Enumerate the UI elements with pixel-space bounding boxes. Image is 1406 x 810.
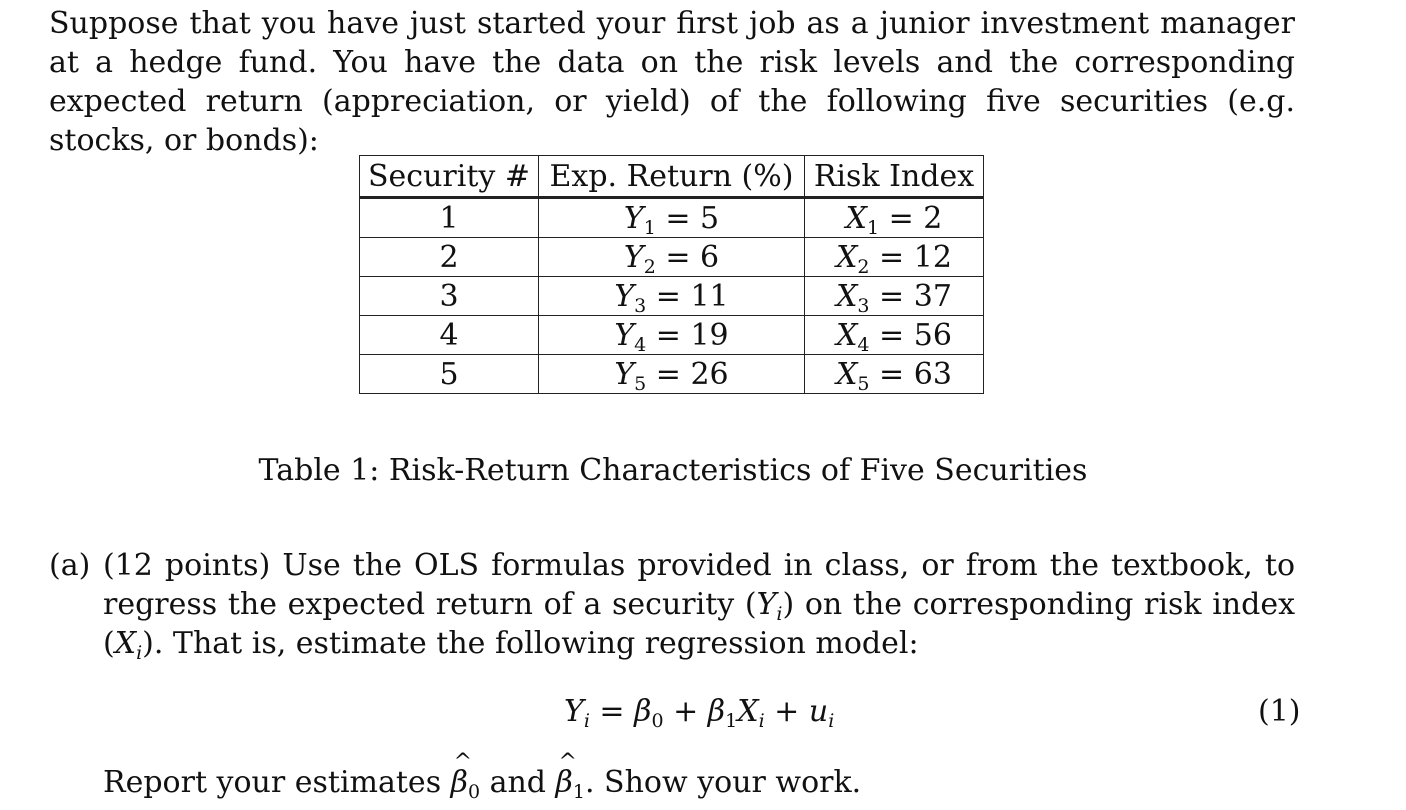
eq-plus-1: +: [663, 694, 708, 729]
cell-exp-return: [539, 355, 805, 394]
y-symbol: Y: [623, 200, 644, 236]
report-text-2: and: [480, 765, 556, 800]
x-subscript: 1: [866, 216, 880, 239]
eq-lhs-sub: i: [583, 710, 590, 732]
cell-risk-index: [805, 198, 984, 238]
symbol-x: X: [114, 626, 137, 661]
header-exp-return: Exp. Return (%): [539, 156, 805, 198]
equation-number: (1): [1258, 694, 1301, 729]
equals-sign: =: [655, 239, 701, 275]
beta0-hat: ^ β: [451, 763, 468, 802]
equals-sign: =: [879, 200, 924, 236]
y-value: 19: [690, 317, 729, 353]
intro-paragraph: Suppose that you have just started your first job as a junior investment manager at a hedge fund. You have the data on the risk levels and the corresponding expected return (appreciation, or yield) of the following five securities (e.g. stocks, or bonds):: [49, 6, 1295, 158]
x-symbol: X: [836, 356, 858, 392]
header-risk-index: Risk Index: [805, 156, 984, 198]
x-value: 12: [913, 239, 952, 275]
beta0-hat-sub: 0: [467, 781, 481, 803]
eq-x-sub: i: [758, 710, 765, 732]
equals-sign: =: [646, 317, 691, 353]
eq-equals: =: [589, 694, 635, 729]
equals-sign: =: [646, 356, 691, 392]
x-symbol: X: [845, 200, 867, 236]
y-symbol: Y: [614, 356, 635, 392]
table-row: [360, 316, 984, 355]
equals-sign: =: [869, 278, 914, 314]
report-text-1: Report your estimates: [103, 765, 451, 800]
y-value: 6: [700, 239, 720, 275]
equation-formula: [564, 692, 834, 732]
x-symbol: X: [836, 278, 858, 314]
cell-risk-index: [805, 238, 984, 277]
x-value: 56: [913, 317, 952, 353]
eq-plus-2: +: [764, 694, 809, 729]
y-subscript: 1: [643, 216, 656, 239]
eq-beta1-sub: 1: [725, 710, 738, 732]
cell-exp-return: [539, 238, 805, 277]
eq-x: X: [737, 694, 759, 729]
y-subscript: 4: [634, 333, 647, 356]
x-subscript: 5: [857, 372, 870, 395]
x-subscript: 3: [857, 294, 870, 317]
x-value: 37: [913, 278, 952, 314]
equals-sign: =: [869, 239, 914, 275]
y-symbol: Y: [623, 239, 644, 275]
y-symbol: Y: [614, 317, 635, 353]
table-header-row: [360, 156, 984, 198]
table-row: [360, 277, 984, 316]
x-value: 63: [913, 356, 952, 392]
subscript-i: i: [136, 642, 143, 664]
cell-risk-index: [805, 355, 984, 394]
part-a-text-1: (12 points) Use the OLS formulas provided in class, or from the textbook, to regress the expected return of a security (: [103, 548, 1295, 622]
risk-return-table: [359, 155, 984, 394]
cell-exp-return: [539, 316, 805, 355]
subscript-i: i: [776, 603, 783, 625]
y-symbol: Y: [614, 278, 635, 314]
report-instruction: [103, 763, 861, 802]
cell-security: 3: [360, 277, 539, 316]
y-subscript: 3: [634, 294, 647, 317]
header-security: Security #: [360, 156, 539, 198]
part-a-text: [103, 546, 1295, 663]
table-caption: Table 1: Risk-Return Characteristics of Five Securities: [258, 453, 1088, 488]
part-a-text-2: ) on the corresponding risk index (: [103, 587, 1295, 661]
y-value: 26: [690, 356, 729, 392]
x-symbol: X: [836, 317, 858, 353]
equals-sign: =: [869, 317, 914, 353]
eq-beta0: β: [634, 694, 652, 729]
x-subscript: 4: [857, 333, 870, 356]
cell-exp-return: [539, 277, 805, 316]
table-row: [360, 355, 984, 394]
x-symbol: X: [836, 239, 858, 275]
cell-risk-index: [805, 277, 984, 316]
x-subscript: 2: [857, 255, 870, 278]
beta1-hat: ^ β: [556, 763, 573, 802]
y-value: 11: [690, 278, 729, 314]
table-row: [360, 238, 984, 277]
eq-lhs: Y: [564, 694, 584, 729]
equals-sign: =: [655, 200, 701, 236]
report-text-3: . Show your work.: [584, 765, 862, 800]
cell-exp-return: [539, 198, 805, 238]
cell-security: 2: [360, 238, 539, 277]
equals-sign: =: [646, 278, 691, 314]
beta1-hat-sub: 1: [572, 781, 585, 803]
y-subscript: 2: [643, 255, 656, 278]
y-value: 5: [700, 200, 720, 236]
eq-beta1: β: [707, 694, 726, 729]
eq-beta0-sub: 0: [651, 710, 664, 732]
x-value: 2: [923, 200, 943, 236]
part-a-label: (a): [49, 548, 91, 583]
table-row: [360, 198, 984, 238]
eq-u: u: [808, 694, 829, 729]
part-a-text-3: ). That is, estimate the following regression model:: [142, 626, 919, 661]
question-part-a: [49, 546, 1295, 663]
eq-u-sub: i: [828, 710, 835, 732]
cell-security: 1: [360, 198, 539, 238]
equals-sign: =: [869, 356, 914, 392]
cell-risk-index: [805, 316, 984, 355]
symbol-y: Y: [756, 587, 777, 622]
y-subscript: 5: [634, 372, 647, 395]
cell-security: 5: [360, 355, 539, 394]
cell-security: 4: [360, 316, 539, 355]
